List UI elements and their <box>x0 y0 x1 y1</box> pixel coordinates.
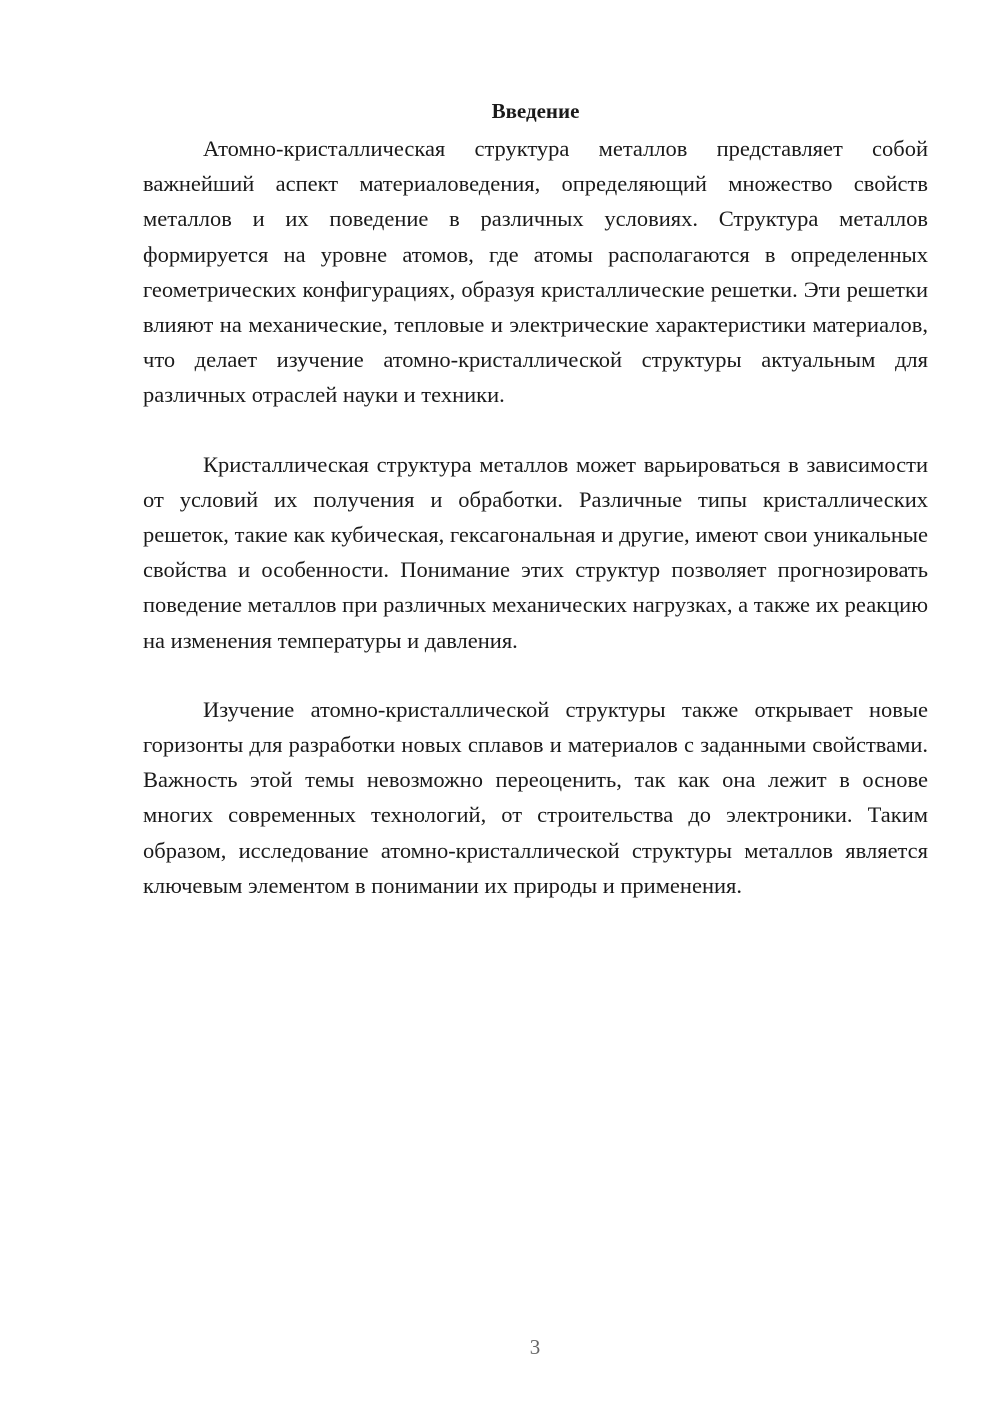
page-number: 3 <box>529 1335 541 1359</box>
paragraph-2: Кристаллическая структура металлов может варьироваться в зависимости от условий их получения и обработки. Различные типы кристаллических решеток, такие как кубическая, гексагональная и другие, имеют свои уникальные свойства и особенности. Понимание этих структур позволяет прогнозировать поведение металлов при различных механических нагрузках, а также их реакцию на изменения температуры и давления. <box>143 451 928 653</box>
paragraph-3: Изучение атомно-кристаллической структуры также открывает новые горизонты для разработки новых сплавов и материалов с заданными свойствами. Важность этой темы невозможно переоценить, так как она лежит в основе многих современных технологий, от строительства до электроники. Таким образом, исследование атомно-кристаллической структуры металлов является ключевым элементом в понимании их природы и применения. <box>143 696 928 898</box>
document-body <box>143 96 928 937</box>
paragraph-1: Атомно-кристаллическая структура металлов представляет собой важнейший аспект материаловедения, определяющий множество свойств металлов и их поведение в различных условиях. Структура металлов формируется на уровне атомов, где атомы располагаются в определенных геометрических конфигурациях, образуя кристаллические решетки. Эти решетки влияют на механические, тепловые и электрические характеристики материалов, что делает изучение атомно-кристаллической структуры актуальным для различных отраслей науки и техники. <box>143 136 928 408</box>
section-title: Введение <box>491 99 580 123</box>
